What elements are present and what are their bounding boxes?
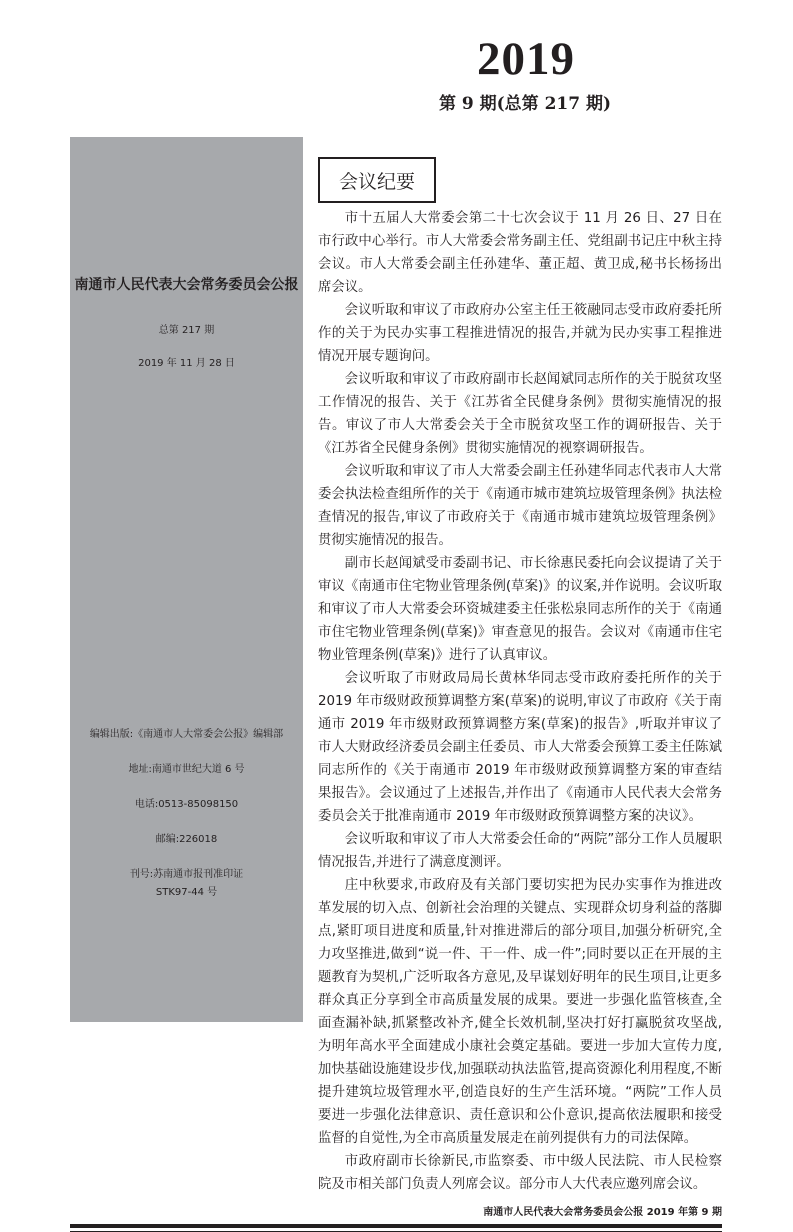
sidebar-panel — [70, 137, 303, 1022]
paragraph: 市十五届人大常委会第二十七次会议于 11 月 26 日、27 日在市行政中心举行。市人大常委会常务副主任、党组副书记庄中秋主持会议。市人大常委会副主任孙建华、董正超、黄卫成,秘书长杨扬出席会议。 — [318, 211, 722, 295]
publish-date: 2019 年 11 月 28 日 — [138, 358, 235, 369]
footer-rule-thick — [70, 1224, 722, 1228]
paragraph: 会议听取和审议了市政府办公室主任王筱融同志受市政府委托所作的关于为民办实事工程推进情况的报告,并就为民办实事工程推进情况开展专题询问。 — [318, 303, 722, 364]
footer-rules — [70, 1224, 722, 1232]
paragraph: 会议听取和审议了市人大常委会任命的“两院”部分工作人员履职情况报告,并进行了满意度测评。 — [318, 832, 722, 870]
editor-info: 编辑出版:《南通市人大常委会公报》编辑部 — [89, 729, 284, 740]
year-heading: 2019 — [477, 33, 575, 85]
paragraph: 会议听取了市财政局局长黄林华同志受市政府委托所作的关于 2019 年市级财政预算调整方案(草案)的说明,审议了市政府《关于南通市 2019 年市级财政预算调整方案(草案)的报告》,听取并审议了市人大财政经济委员会副主任委员、市人大常委会预算工委主任陈斌同志所作的《关于南通市 2019 年市级财政预算调整方案的审查结果报告》。会议通过了上述报告,并作出了《南通市人民代表大会常务委员会关于批准南通市 2019 年市级财政预算调整方案的决议》。 — [318, 671, 722, 824]
paragraph: 庄中秋要求,市政府及有关部门要切实把为民办实事作为推进改革发展的切入点、创新社会治理的关键点、实现群众切身利益的落脚点,紧盯项目进度和质量,针对推进滞后的部分项目,加强分析研究,全力攻坚推进,做到“说一件、干一件、成一件”;同时要以正在开展的主题教育为契机,广泛听取各方意见,及早谋划好明年的民生项目,让更多群众真正分享到全市高质量发展的成果。要进一步强化监管核查,全面查漏补缺,抓紧整改补齐,健全长效机制,坚决打好打赢脱贫攻坚战,为明年高水平全面建成小康社会奠定基础。要进一步加大宣传力度,加快基础设施建设步伐,加强联动执法监管,提高资源化利用程度,不断提升建筑垃圾管理水平,创造良好的生产生活环境。“两院”工作人员要进一步强化法律意识、责任意识和公仆意识,提高依法履职和接受监督的自觉性,为全市高质量发展走在前列提供有力的司法保障。 — [318, 878, 722, 1146]
section-title: 会议纪要 — [318, 157, 436, 203]
page-footer: 南通市人民代表大会常务委员会公报 2019 年第 9 期 — [483, 1207, 722, 1218]
license-line-2: STK97-44 号 — [155, 887, 218, 898]
issue-number: 第 9 期(总第 217 期) — [438, 94, 612, 114]
paragraph: 会议听取和审议了市人大常委会副主任孙建华同志代表市人大常委会执法检查组所作的关于《南通市城市建筑垃圾管理条例》执法检查情况的报告,审议了市政府关于《南通市城市建筑垃圾管理条例》贯彻实施情况的报告。 — [318, 464, 722, 548]
main-column — [318, 207, 722, 1232]
article-body — [318, 207, 722, 1196]
license-line-1: 刊号:苏南通市报刊准印证 — [129, 869, 244, 880]
postcode: 邮编:226018 — [155, 834, 218, 845]
phone: 电话:0513-85098150 — [134, 799, 239, 810]
paragraph: 副市长赵闻斌受市委副书记、市长徐惠民委托向会议提请了关于审议《南通市住宅物业管理条例(草案)》的议案,并作说明。会议听取和审议了市人大常委会环资城建委主任张松泉同志所作的关于《南通市住宅物业管理条例(草案)》审查意见的报告。会议对《南通市住宅物业管理条例(草案)》进行了认真审议。 — [318, 556, 722, 663]
publication-title: 南通市人民代表大会常务委员会公报 — [74, 277, 299, 293]
address: 地址:南通市世纪大道 6 号 — [128, 764, 245, 775]
paragraph: 会议听取和审议了市政府副市长赵闻斌同志所作的关于脱贫攻坚工作情况的报告、关于《江苏省全民健身条例》贯彻实施情况的报告。审议了市人大常委会关于全市脱贫攻坚工作的调研报告、关于《江苏省全民健身条例》贯彻实施情况的视察调研报告。 — [318, 372, 722, 456]
total-issue: 总第 217 期 — [158, 325, 215, 336]
paragraph: 市政府副市长徐新民,市监察委、市中级人民法院、市人民检察院及市相关部门负责人列席会议。部分市人大代表应邀列席会议。 — [318, 1154, 722, 1192]
